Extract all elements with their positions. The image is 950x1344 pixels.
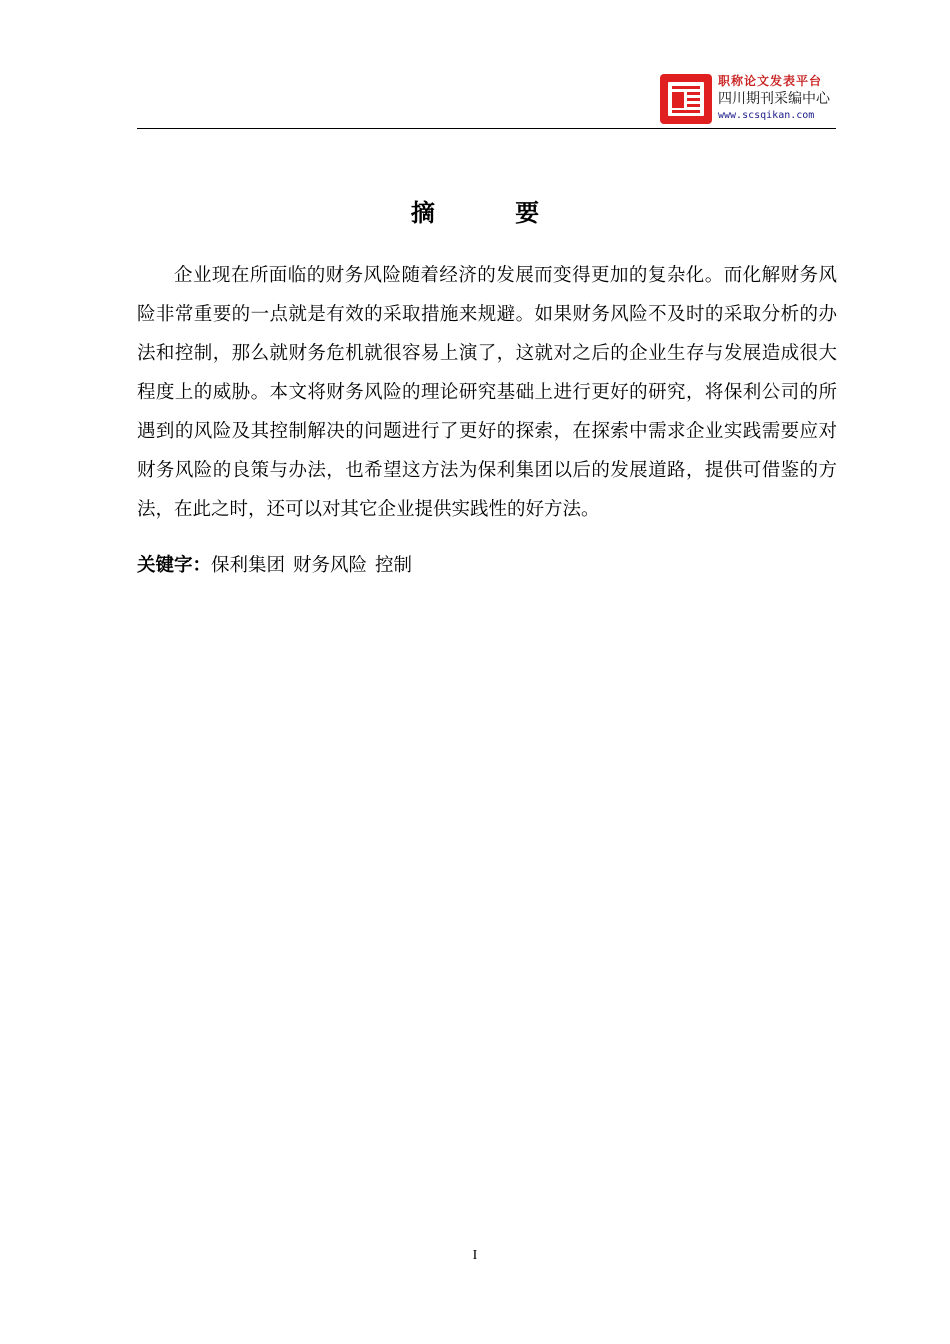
- keyword-item: 控制: [375, 555, 413, 576]
- publisher-logo: [660, 72, 838, 126]
- page-title: 摘 要: [410, 199, 576, 227]
- keywords-line: [137, 551, 412, 577]
- newspaper-icon: [660, 74, 712, 124]
- page-number: I: [472, 1248, 478, 1263]
- keyword-item: 财务风险: [293, 555, 368, 576]
- keywords-label: 关键字：: [137, 555, 212, 576]
- header-divider: [137, 128, 836, 129]
- logo-tagline: 职称论文发表平台: [718, 74, 823, 88]
- logo-name: 四川期刊采编中心: [718, 91, 830, 107]
- abstract-paragraph: 企业现在所面临的财务风险随着经济的发展而变得更加的复杂化。而化解财务风险非常重要的一点就是有效的采取措施来规避。如果财务风险不及时的采取分析的办法和控制，那么就财务危机就很容易上演了，这就对之后的企业生存与发展造成很大程度上的威胁。本文将财务风险的理论研究基础上进行更好的研究，将保利公司的所遇到的风险及其控制解决的问题进行了更好的探索，在探索中需求企业实践需要应对财务风险的良策与办法，也希望这方法为保利集团以后的发展道路，提供可借鉴的方法，在此之时，还可以对其它企业提供实践性的好方法。: [137, 265, 837, 520]
- keyword-item: 保利集团: [211, 555, 286, 576]
- logo-url: www.scsqikan.com: [718, 110, 815, 121]
